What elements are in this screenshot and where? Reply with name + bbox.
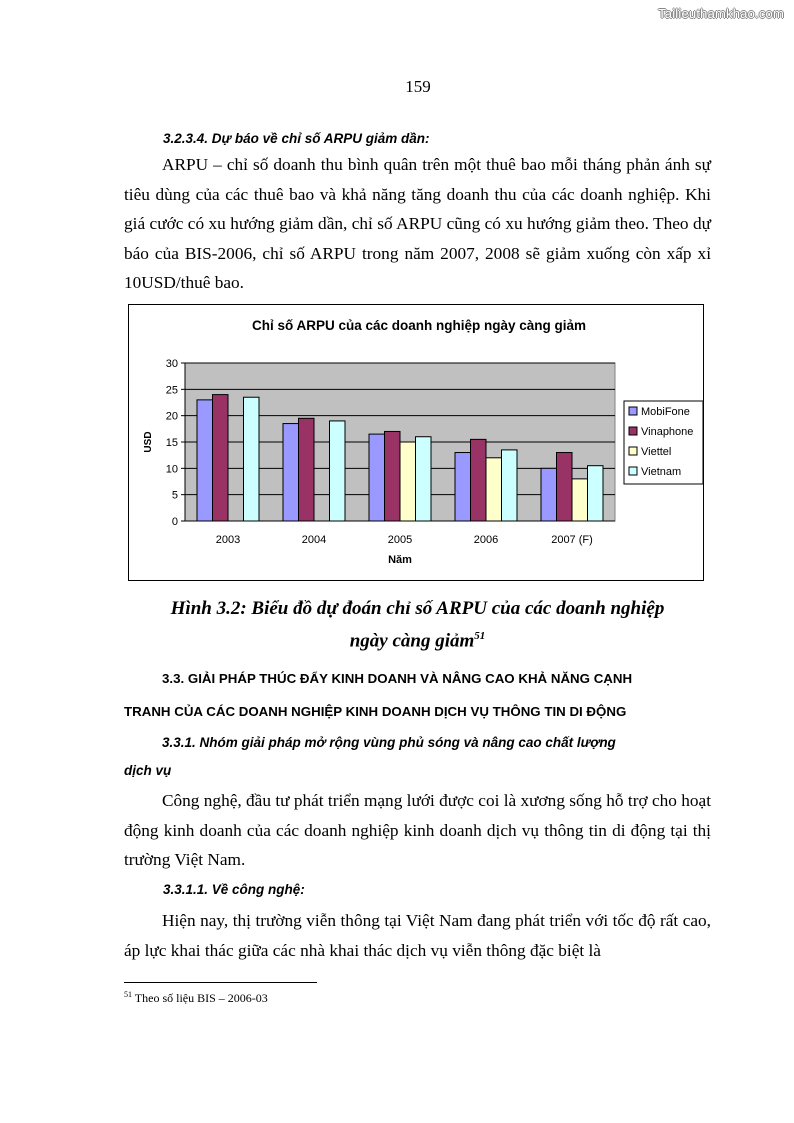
footnote-rule: [124, 982, 317, 983]
bar-mobifone-2005: [369, 434, 385, 521]
paragraph-arpu: ARPU – chỉ số doanh thu bình quân trên một thuê bao mỗi tháng phản ánh sự tiêu dùng của các thuê bao và khả năng tăng doanh thu của các doanh nghiệp. Khi giá cước có xu hướng giảm dần, chỉ số ARPU cũng có xu hướng giảm theo. Theo dự báo của BIS-2006, chỉ số ARPU trong năm 2007, 2008 sẽ giảm xuống còn xấp xỉ 10USD/thuê bao.: [124, 155, 711, 292]
footnote-ref: 51: [474, 630, 486, 642]
x-tick-label: 2004: [301, 534, 327, 546]
legend-label-viettel: Viettel: [641, 446, 672, 458]
bar-mobifone-2006: [455, 453, 471, 521]
bar-vinaphone-2005: [385, 431, 401, 521]
y-tick-label: 20: [165, 410, 178, 423]
legend-label-mobifone: MobiFone: [641, 406, 690, 418]
section-heading-33-line1: 3.3. GIẢI PHÁP THÚC ĐẨY KINH DOANH VÀ NÂNG CAO KHẢ NĂNG CẠNH: [162, 671, 633, 686]
footnote-number: 51: [124, 990, 132, 999]
bar-viettel-2007F: [572, 479, 588, 521]
arpu-chart: [128, 304, 704, 581]
y-tick-label: 10: [165, 463, 178, 476]
y-tick-label: 25: [165, 384, 178, 397]
y-tick-label: 0: [171, 516, 178, 528]
section-heading-331-line1: 3.3.1. Nhóm giải pháp mở rộng vùng phủ sóng và nâng cao chất lượng: [162, 735, 616, 750]
y-tick-label: 15: [165, 437, 178, 449]
bar-vinaphone-2006: [471, 439, 487, 521]
section-heading-331-line2: dịch vụ: [124, 763, 172, 778]
bar-vinaphone-2007F: [557, 453, 573, 521]
legend-swatch-vinaphone: [629, 427, 637, 435]
y-axis-label: USD: [143, 431, 154, 453]
bar-vietnam-2004: [330, 421, 346, 521]
watermark: Tailieuthamkhao.com: [658, 6, 784, 21]
section-heading-3311: 3.3.1.1. Về công nghệ:: [163, 882, 305, 897]
x-tick-label: 2005: [387, 534, 413, 546]
bar-viettel-2005: [400, 442, 416, 521]
paragraph-technology: Công nghệ, đầu tư phát triển mạng lưới được coi là xương sống hỗ trợ cho hoạt động kinh doanh của các doanh nghiệp kinh doanh dịch vụ thông tin di động tại thị trường Việt Nam.: [124, 791, 711, 869]
y-tick-label: 30: [165, 358, 178, 370]
footnote: [124, 990, 268, 1006]
x-axis-label: Năm: [388, 554, 412, 566]
bar-mobifone-2003: [197, 400, 213, 521]
paragraph-telecom: Hiện nay, thị trường viễn thông tại Việt Nam đang phát triển với tốc độ rất cao, áp lực khai thác giữa các nhà khai thác dịch vụ viễn thông đặc biệt là: [124, 911, 711, 960]
figure-caption-line2: [124, 630, 711, 652]
section-heading-33-line2: TRANH CỦA CÁC DOANH NGHIỆP KINH DOANH DỊCH VỤ THÔNG TIN DI ĐỘNG: [124, 704, 627, 719]
bar-vinaphone-2004: [299, 418, 315, 521]
y-tick-label: 5: [171, 489, 178, 502]
bar-vietnam-2003: [244, 397, 260, 521]
x-tick-label: 2007 (F): [551, 534, 593, 546]
page-number: 159: [405, 77, 431, 96]
x-tick-label: 2003: [215, 534, 241, 546]
footnote-text: Theo số liệu BIS – 2006-03: [134, 991, 268, 1005]
x-tick-label: 2006: [473, 534, 499, 546]
bar-vietnam-2006: [502, 450, 518, 521]
figure-caption-text: ngày càng giảm: [349, 630, 475, 652]
legend-swatch-viettel: [629, 447, 637, 455]
bar-mobifone-2004: [283, 424, 299, 521]
chart-title: Chỉ số ARPU của các doanh nghiệp ngày càng giảm: [251, 318, 587, 333]
legend-label-vinaphone: Vinaphone: [641, 426, 694, 438]
legend-swatch-vietnam: [629, 467, 637, 475]
arpu-chart-svg: [129, 305, 705, 582]
bar-vietnam-2007F: [588, 466, 604, 521]
bar-viettel-2006: [486, 458, 502, 521]
legend-label-vietnam: Vietnam: [641, 466, 682, 478]
bar-mobifone-2007F: [541, 468, 557, 521]
section-heading-3234: 3.2.3.4. Dự báo về chỉ số ARPU giảm dần:: [163, 131, 430, 146]
bar-vinaphone-2003: [213, 395, 229, 521]
bar-vietnam-2005: [416, 437, 432, 521]
legend-swatch-mobifone: [629, 407, 637, 415]
figure-caption-line1: Hình 3.2: Biểu đồ dự đoán chỉ số ARPU của các doanh nghiệp: [170, 598, 665, 619]
legend: [624, 401, 703, 484]
